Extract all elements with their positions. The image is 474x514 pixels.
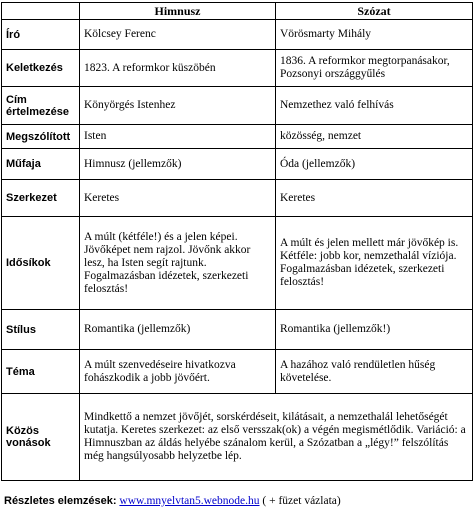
cell-szozat-stilus: Romantika (jellemzők!) — [276, 310, 473, 350]
row-label-iro: Író — [2, 20, 80, 50]
table-row — [2, 87, 473, 125]
cell-himnusz-mufaja: Himnusz (jellemzők) — [80, 149, 276, 180]
cell-szozat-idosikok: A múlt és jelen mellett már jövőkép is. Kétféle: jobb kor, nemzethalál víziója. Fogalmazásban idézetek, szerkezeti felosztás! — [276, 217, 473, 310]
row-label-szerkezet: Szerkezet — [2, 180, 80, 217]
table-row — [2, 50, 473, 87]
cell-himnusz-keletkezes: 1823. A reformkor küszöbén — [80, 50, 276, 87]
cell-himnusz-iro: Kölcsey Ferenc — [80, 20, 276, 50]
table-row — [2, 310, 473, 350]
footer-suffix: ( + füzet vázlata) — [259, 495, 341, 507]
footer — [4, 495, 341, 507]
comparison-table — [1, 2, 473, 481]
header-szozat: Szózat — [276, 3, 473, 20]
cell-szozat-cim: Nemzethez való felhívás — [276, 87, 473, 125]
footer-label: Részletes elemzések — [4, 495, 113, 507]
cell-szozat-mufaja: Óda (jellemzők) — [276, 149, 473, 180]
footer-separator: : — [112, 495, 117, 507]
table-row — [2, 350, 473, 394]
header-himnusz: Himnusz — [80, 3, 276, 20]
row-label-idosikok: Idősíkok — [2, 217, 80, 310]
cell-himnusz-stilus: Romantika (jellemzők) — [80, 310, 276, 350]
footer-link[interactable]: www.mnyelvtan5.webnode.hu — [119, 495, 260, 507]
table-row — [2, 125, 473, 149]
row-label-cim: Cím értelmezése — [2, 87, 80, 125]
row-label-megszolitott: Megszólított — [2, 125, 80, 149]
table-row — [2, 149, 473, 180]
cell-szozat-keletkezes: 1836. A reformkor megtorpanásakor, Pozsonyi országgyűlés — [276, 50, 473, 87]
row-label-keletkezes: Keletkezés — [2, 50, 80, 87]
cell-szozat-tema: A hazához való rendületlen hűség követelése. — [276, 350, 473, 394]
table-row — [2, 394, 473, 481]
row-label-mufaja: Műfaja — [2, 149, 80, 180]
table-row — [2, 180, 473, 217]
cell-szozat-megszolitott: közösség, nemzet — [276, 125, 473, 149]
cell-himnusz-idosikok: A múlt (kétféle!) és a jelen képei. Jövőképet nem rajzol. Jövőnk akkor lesz, ha Isten segít rajtunk. Fogalmazásban idézetek, szerkezeti felosztás! — [80, 217, 276, 310]
row-label-tema: Téma — [2, 350, 80, 394]
cell-himnusz-cim: Könyörgés Istenhez — [80, 87, 276, 125]
row-label-stilus: Stílus — [2, 310, 80, 350]
cell-himnusz-tema: A múlt szenvedéseire hivatkozva fohászkodik a jobb jövőért. — [80, 350, 276, 394]
cell-himnusz-megszolitott: Isten — [80, 125, 276, 149]
table-row — [2, 217, 473, 310]
cell-kozos-vonasok: Mindkettő a nemzet jövőjét, sorskérdéseit, kilátásait, a nemzethalál lehetőségét kutatja. Keretes szerkezet: az első versszak(ok) a végén megismétlődik. Variáció: a Himnuszban az áldás helyébe szánalom kerül, a Szózatban a „légy!” felszólítás még hangsúlyosabb helyzetbe lép. — [80, 394, 473, 481]
cell-himnusz-szerkezet: Keretes — [80, 180, 276, 217]
cell-szozat-szerkezet: Keretes — [276, 180, 473, 217]
table-row — [2, 20, 473, 50]
cell-szozat-iro: Vörösmarty Mihály — [276, 20, 473, 50]
table-header-row — [2, 3, 473, 20]
header-blank — [2, 3, 80, 20]
row-label-kozos: Közös vonások — [2, 394, 80, 481]
